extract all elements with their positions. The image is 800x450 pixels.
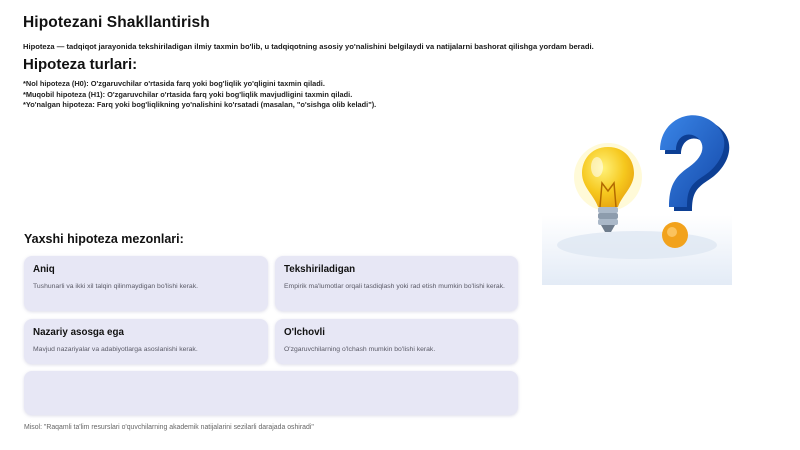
hypothesis-illustration [542,95,732,285]
type-null-hypothesis: *Nol hipoteza (H0): O'zgaruvchilar o'rtasida farq yoki bog'liqlik yo'qligini taxmin qiladi. [23,79,325,88]
empty-card [24,371,518,415]
criteria-card-theory-based [24,319,268,364]
criteria-card-measurable [275,319,518,364]
illustration-svg [542,95,732,285]
page-title: Hipotezani Shakllantirish [23,14,210,31]
card-title: Tekshiriladigan [284,264,356,275]
intro-text: Hipoteza — tadqiqot jarayonida tekshiriladigan ilmiy taxmin bo'lib, u tadqiqotning asosiy yo'nalishini belgilaydi va natijalarni bashorat qilishga yordam beradi. [23,42,594,51]
criteria-card-clear [24,256,268,311]
type-alternative-hypothesis: *Muqobil hipoteza (H1): O'zgaruvchilar o'rtasida farq yoki bog'liqlik mavjudligini taxmin qiladi. [23,89,353,99]
criteria-heading: Yaxshi hipoteza mezonlari: [24,232,184,246]
card-title: Aniq [33,264,55,275]
card-title: O'lchovli [284,327,325,338]
example-text: Misol: "Raqamli ta'lim resurslari o'quvchilarning akademik natijalarini sezilarli darajada oshiradi" [24,424,314,431]
card-text: Empirik ma'lumotlar orqali tasdiqlash yoki rad etish mumkin bo'lishi kerak. [284,283,505,290]
card-title: Nazariy asosga ega [33,327,124,338]
criteria-card-testable [275,256,518,311]
type-directional-hypothesis: *Yo'nalgan hipoteza: Farq yoki bog'liqlikning yo'nalishini ko'rsatadi (masalan, "o'sishga olib keladi"). [23,100,377,109]
types-heading: Hipoteza turlari: [23,56,138,73]
types-list [23,79,583,111]
card-text: Mavjud nazariyalar va adabiyotlarga asoslanishi kerak. [33,346,198,353]
card-text: O'zgaruvchilarning o'lchash mumkin bo'lishi kerak. [284,346,436,353]
card-text: Tushunarli va ikki xil talqin qilinmaydigan bo'lishi kerak. [33,283,199,290]
